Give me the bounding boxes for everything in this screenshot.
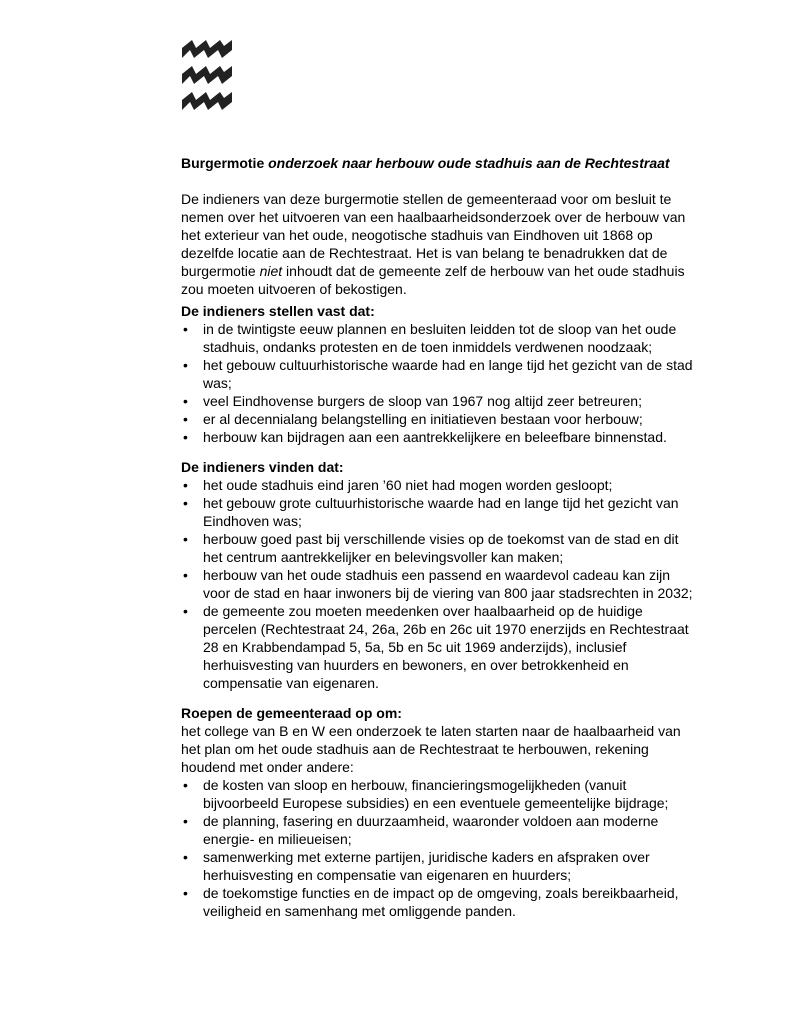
list-item: • in de twintigste eeuw plannen en besluiten leidden tot de sloop van het oude stadhuis, ondanks protesten en de toen inmiddels verdwenen noodzaak; <box>181 320 741 356</box>
section3-heading: Roepen de gemeenteraad op om: <box>181 705 402 721</box>
list-item: • de gemeente zou moeten meedenken over haalbaarheid op de huidige percelen (Rechtestraat 24, 26a, 26b en 26c uit 1970 enerzijds en Rechtestraat 28 en Krabbendampad 5, 5a, 5b en 5c uit 1969 anderzijds), inclusief herhuisvesting van huurders en bewoners, en over betrokkenheid en compensatie van eigenaren. <box>181 602 741 692</box>
document-body <box>181 154 741 920</box>
list-item: • het oude stadhuis eind jaren ’60 niet had mogen worden gesloopt; <box>181 476 741 494</box>
section2-heading: De indieners vinden dat: <box>181 459 344 475</box>
section2-list <box>181 476 741 692</box>
list-item: • samenwerking met externe partijen, juridische kaders en afspraken over herhuisvesting en compensatie van eigenaren en huurders; <box>181 848 741 884</box>
intro-text-1: De indieners van deze burgermotie stellen de gemeenteraad voor om besluit te nemen over het uitvoeren van een haalbaarheidsonderzoek over de herbouw van het exterieur van het oude, neogotische stadhuis van Eindhoven uit 1868 op dezelfde locatie aan de Rechtestraat. Het is van belang te benadrukken dat de burgermotie <box>181 191 686 279</box>
list-item: • de kosten van sloop en herbouw, financieringsmogelijkheden (vanuit bijvoorbeeld Europese subsidies) en een eventuele gemeentelijke bijdrage; <box>181 776 741 812</box>
list-item: • het gebouw grote cultuurhistorische waarde had en lange tijd het gezicht van Eindhoven was; <box>181 494 741 530</box>
list-item: • herbouw goed past bij verschillende visies op de toekomst van de stad en dit het centrum aantrekkelijker en belevingsvoller kan maken; <box>181 530 741 566</box>
section3-text: het college van B en W een onderzoek te laten starten naar de haalbaarheid van het plan om het oude stadhuis aan de Rechtestraat te herbouwen, rekening houdend met onder andere: <box>181 723 681 775</box>
section1-list <box>181 320 741 446</box>
section3-list <box>181 776 741 920</box>
title-prefix: Burgermotie <box>181 155 269 171</box>
list-item: • de planning, fasering en duurzaamheid, waaronder voldoen aan moderne energie- en milieueisen; <box>181 812 741 848</box>
list-item: • veel Eindhovense burgers de sloop van 1967 nog altijd zeer betreuren; <box>181 392 741 410</box>
intro-paragraph <box>181 190 741 298</box>
municipality-logo <box>182 38 234 118</box>
list-item: • herbouw van het oude stadhuis een passend en waardevol cadeau kan zijn voor de stad en haar inwoners bij de viering van 800 jaar stadsrechten in 2032; <box>181 566 741 602</box>
list-item: • er al decennialang belangstelling en initiatieven bestaan voor herbouw; <box>181 410 741 428</box>
document-title <box>181 154 741 172</box>
intro-emphasis: niet <box>259 263 283 279</box>
section1-heading: De indieners stellen vast dat: <box>181 303 375 319</box>
title-italic: onderzoek naar herbouw oude stadhuis aan de Rechtestraat <box>268 155 670 171</box>
list-item: • het gebouw cultuurhistorische waarde had en lange tijd het gezicht van de stad was; <box>181 356 741 392</box>
intro-text-2: inhoudt dat de gemeente zelf de herbouw van het oude stadhuis zou moeten uitvoeren of bekostigen. <box>181 263 685 297</box>
list-item: • de toekomstige functies en de impact op de omgeving, zoals bereikbaarheid, veiligheid en samenhang met omliggende panden. <box>181 884 741 920</box>
list-item: • herbouw kan bijdragen aan een aantrekkelijkere en beleefbare binnenstad. <box>181 428 741 446</box>
